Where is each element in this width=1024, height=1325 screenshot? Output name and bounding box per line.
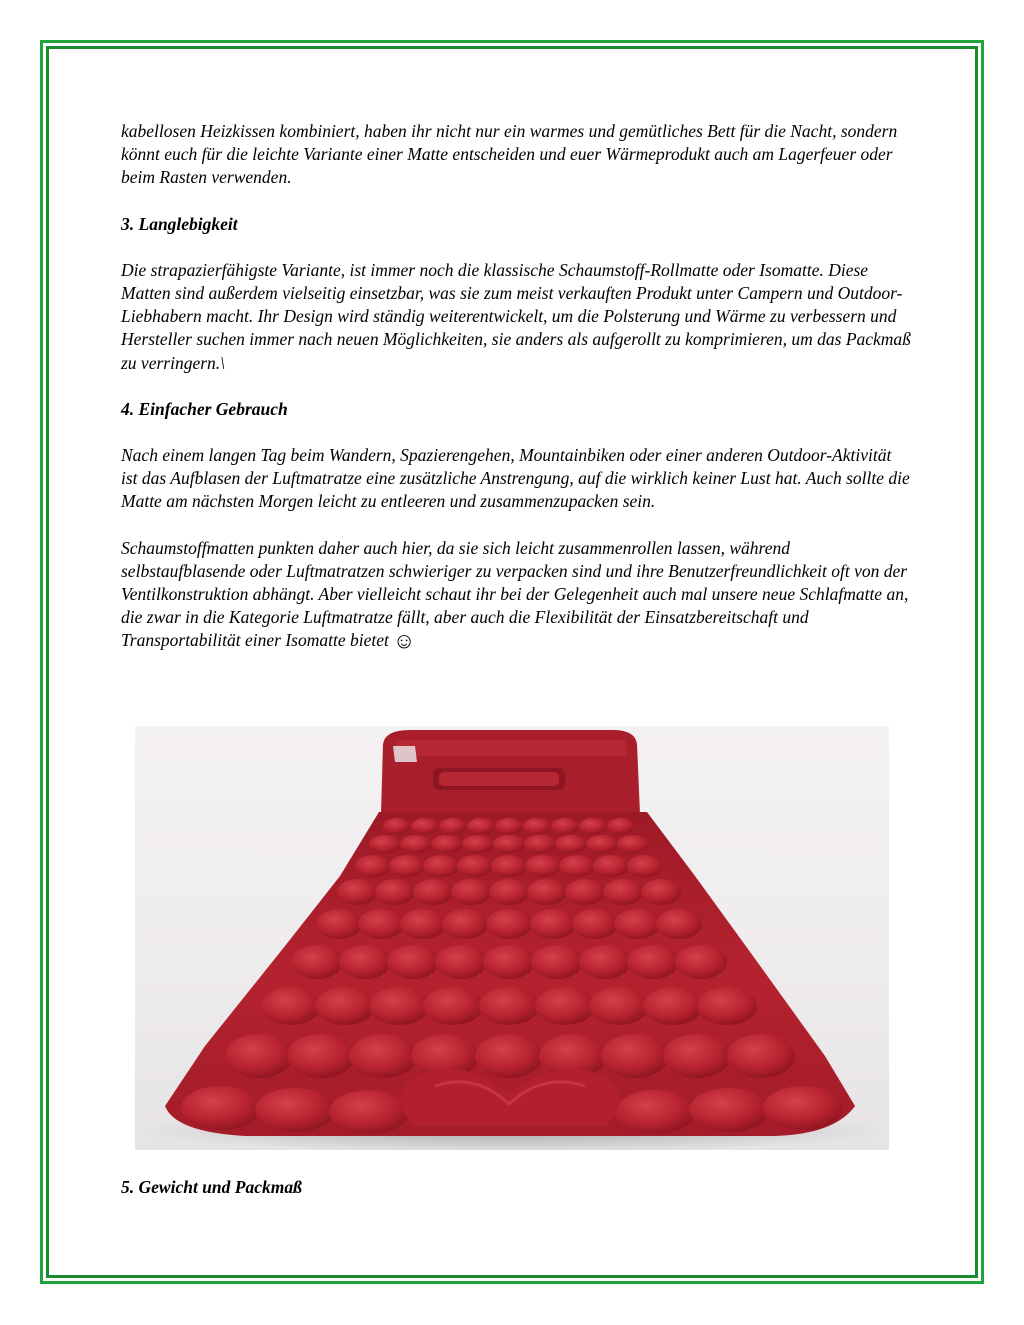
intro-paragraph: kabellosen Heizkissen kombiniert, haben ihr nicht nur ein warmes und gemütliches Bett für die Nacht, sondern könnt euch für die leichte Variante einer Matte entscheiden und euer Wärmeprodukt auch am Lagerfeuer oder beim Rasten verwenden. <box>121 121 898 188</box>
usage-paragraph-2-text: Schaumstoffmatten punkten daher auch hier, da sie sich leicht zusammenrollen lassen, während selbstaufblasende oder Luftmatratzen schwieriger zu verpacken sind und ihre Benutzerfreundlichkeit oft von der Ventilkonstruktion abhängt. Aber vielleicht schaut ihr bei der Gelegenheit auch mal unsere neue Schlafmatte an, die zwar in die Kategorie Luftmatratze fällt, aber auch die Flexibilität der Einsatzbereitschaft und Transportabilität einer Isomatte bietet <box>121 537 909 651</box>
sleeping-mat-illustration <box>135 726 889 1150</box>
brand-logo-icon <box>393 746 417 762</box>
heading-ease-of-use: 4. Einfacher Gebrauch <box>121 398 288 419</box>
usage-paragraph-1: Nach einem langen Tag beim Wandern, Spazierengehen, Mountainbiken oder einer anderen Outdoor-Aktivität ist das Aufblasen der Luftmatratze eine zusätzliche Anstrengung, auf die wirklich keiner Lust hat. Auch sollte die Matte am nächsten Morgen leicht zu entleeren und zusammenzupacken sein. <box>121 445 910 512</box>
usage-paragraph-2 <box>121 537 911 653</box>
heading-durability: 3. Langlebigkeit <box>121 213 238 234</box>
article-body <box>121 120 911 676</box>
sleeping-mat-photo <box>135 726 889 1150</box>
durability-paragraph: Die strapazierfähigste Variante, ist immer noch die klassische Schaumstoff-Rollmatte oder Isomatte. Diese Matten sind außerdem vielseitig einsetzbar, was sie zum meist verkauften Produkt unter Campern und Outdoor-Liebhabern macht. Ihr Design wird ständig weiterentwickelt, um die Polsterung und Wärme zu verbessern und Hersteller suchen immer nach neuen Möglichkeiten, sie anders als aufgerollt zu komprimieren, um das Packmaß zu verringern.\ <box>121 259 911 373</box>
heading-weight-packsize: 5. Gewicht und Packmaß <box>121 1177 302 1197</box>
smiley-icon: ☺ <box>392 628 416 654</box>
mat-pillow <box>381 730 640 824</box>
